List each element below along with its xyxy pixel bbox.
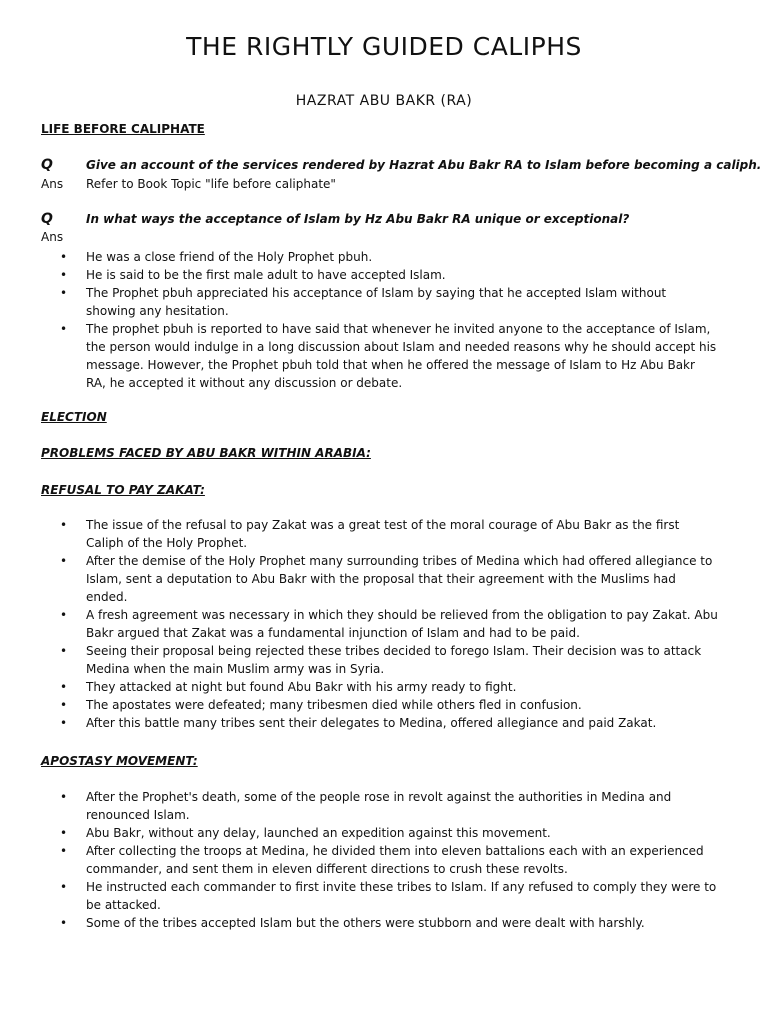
bullet-icon: • bbox=[60, 916, 68, 930]
heading-refusal-zakat: REFUSAL TO PAY ZAKAT: bbox=[41, 483, 205, 497]
list-item: • Seeing their proposal being rejected these tribes decided to forego Islam. Their decision was to attack Medina when the main Muslim army was in Syria. bbox=[60, 644, 702, 676]
heading-life-before-caliphate: LIFE BEFORE CALIPHATE bbox=[41, 122, 205, 136]
list-item: • Some of the tribes accepted Islam but the others were stubborn and were dealt with harshly. bbox=[60, 916, 645, 930]
bullet-icon: • bbox=[60, 268, 68, 282]
bullet-icon: • bbox=[60, 790, 68, 804]
q1-answer: Refer to Book Topic "life before caliphate" bbox=[86, 177, 336, 191]
bullet-icon: • bbox=[60, 844, 68, 858]
bullet-icon: • bbox=[60, 716, 68, 730]
q2-marker: Q bbox=[41, 211, 53, 227]
bullet-icon: • bbox=[60, 608, 68, 622]
list-item: • He instructed each commander to first invite these tribes to Islam. If any refused to comply they were to be attacked. bbox=[60, 880, 717, 912]
bullet-icon: • bbox=[60, 644, 68, 658]
list-item: • The prophet pbuh is reported to have said that whenever he invited anyone to the acceptance of Islam, the person would indulge in a long discussion about Islam and needed reasons why he should accept his message. However, the Prophet pbuh told that when he offered the message of Islam to Hz Abu Bakr RA, he accepted it without any discussion or debate. bbox=[60, 322, 717, 390]
heading-apostasy: APOSTASY MOVEMENT: bbox=[41, 754, 198, 768]
list-item: • He is said to be the first male adult to have accepted Islam. bbox=[60, 268, 446, 282]
bullet-icon: • bbox=[60, 250, 68, 264]
bullet-icon: • bbox=[60, 554, 68, 568]
bullet-icon: • bbox=[60, 680, 68, 694]
list-item: • The Prophet pbuh appreciated his acceptance of Islam by saying that he accepted Islam without showing any hesitation. bbox=[60, 286, 667, 318]
heading-problems: PROBLEMS FACED BY ABU BAKR WITHIN ARABIA: bbox=[41, 446, 371, 460]
q2-ans-label: Ans bbox=[41, 230, 64, 244]
list-item: • After the demise of the Holy Prophet many surrounding tribes of Medina which had offered allegiance to Islam, sent a deputation to Abu Bakr with the proposal that their agreement with the Muslims had ended. bbox=[60, 554, 713, 604]
q2-answer-list bbox=[0, 248, 768, 392]
q1-marker: Q bbox=[41, 157, 53, 173]
apostasy-list bbox=[0, 788, 768, 932]
q1-question: Give an account of the services rendered by Hazrat Abu Bakr RA to Islam before becoming a caliph. bbox=[86, 158, 762, 172]
bullet-icon: • bbox=[60, 322, 68, 336]
bullet-icon: • bbox=[60, 880, 68, 894]
list-item: • The issue of the refusal to pay Zakat was a great test of the moral courage of Abu Bakr as the first Caliph of the Holy Prophet. bbox=[60, 518, 680, 550]
list-item: • Abu Bakr, without any delay, launched an expedition against this movement. bbox=[60, 826, 551, 840]
bullet-icon: • bbox=[60, 286, 68, 300]
page-subtitle: HAZRAT ABU BAKR (RA) bbox=[295, 93, 473, 109]
list-item: • After this battle many tribes sent their delegates to Medina, offered allegiance and paid Zakat. bbox=[60, 716, 657, 730]
list-item: • A fresh agreement was necessary in which they should be relieved from the obligation to pay Zakat. Abu Bakr argued that Zakat was a fundamental injunction of Islam and had to be paid. bbox=[60, 608, 718, 640]
bullet-icon: • bbox=[60, 518, 68, 532]
list-item: • After the Prophet's death, some of the people rose in revolt against the authorities in Medina and renounced Islam. bbox=[60, 790, 672, 822]
q1-ans-label: Ans bbox=[41, 177, 64, 191]
bullet-icon: • bbox=[60, 826, 68, 840]
bullet-icon: • bbox=[60, 698, 68, 712]
list-item: • The apostates were defeated; many tribesmen died while others fled in confusion. bbox=[60, 698, 582, 712]
q2-question: In what ways the acceptance of Islam by Hz Abu Bakr RA unique or exceptional? bbox=[86, 212, 630, 226]
page-title: THE RIGHTLY GUIDED CALIPHS bbox=[186, 32, 582, 61]
zakat-list bbox=[0, 516, 768, 732]
list-item: • After collecting the troops at Medina, he divided them into eleven battalions each with an experienced commander, and sent them in eleven different directions to crush these revolts. bbox=[60, 844, 704, 876]
heading-election: ELECTION bbox=[41, 410, 107, 424]
list-item: • They attacked at night but found Abu Bakr with his army ready to fight. bbox=[60, 680, 517, 694]
list-item: • He was a close friend of the Holy Prophet pbuh. bbox=[60, 250, 373, 264]
